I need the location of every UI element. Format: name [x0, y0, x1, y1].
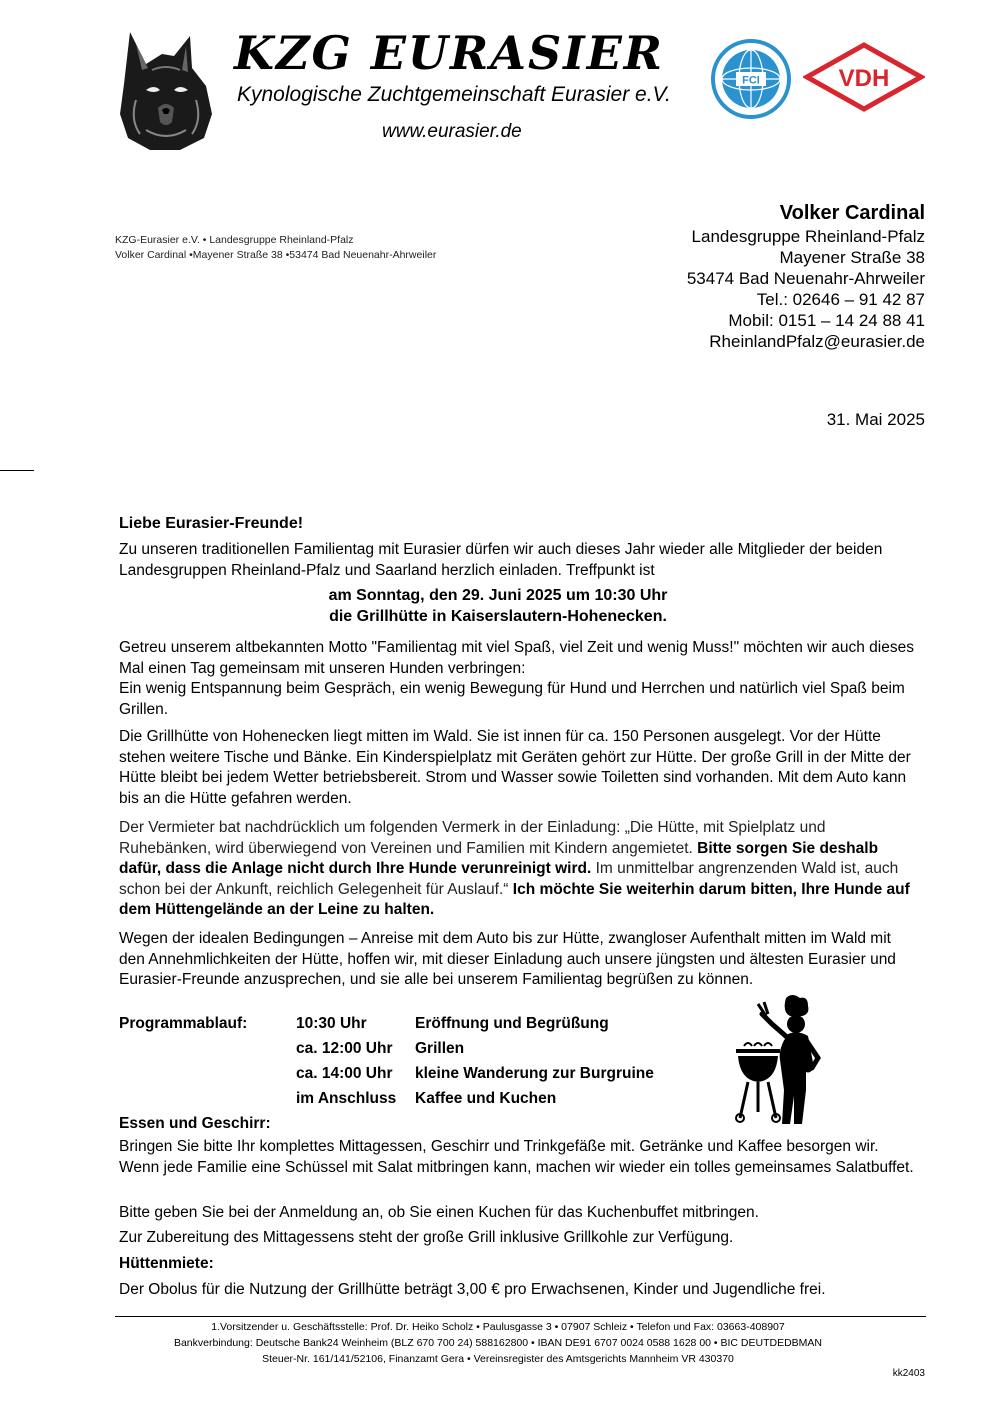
- intro-paragraph: Zu unseren traditionellen Familientag mit Eurasier dürfen wir auch dieses Jahr wieder alle Mitglieder der beiden Landesgruppen Rheinland-Pfalz und Saarland herzlich einladen. Treffpunkt ist: [119, 541, 883, 579]
- hut-paragraph: Die Grillhütte von Hohenecken liegt mitten im Wald. Sie ist innen für ca. 150 Personen ausgelegt. Vor der Hütte stehen weitere Tische und Bänke. Ein Kinderspielplatz mit Geräten gehört zur Hütte. Der große Grill in der Mitte der Hütte bleibt bei jedem Wetter betriebsbereit. Strom und Wasser sowie Toiletten sind vorhanden. Mit dem Auto kann bis an die Hütte gefahren werden.: [119, 728, 911, 807]
- food-heading: Essen und Geschirr:: [119, 1115, 271, 1132]
- footer-line-3: Steuer-Nr. 161/141/52106, Finanzamt Gera • Vereinsregister des Amtsgerichts Mannheim VR 430370: [262, 1353, 734, 1365]
- program-time-1: 10:30 Uhr: [296, 1015, 367, 1032]
- organization-title: KZG EURASIER: [234, 26, 664, 80]
- sender-line-1: KZG-Eurasier e.V. • Landesgruppe Rheinland-Pfalz: [115, 234, 354, 246]
- rent-paragraph: Der Obolus für die Nutzung der Grillhütte beträgt 3,00 € pro Erwachsenen, Kinder und Jugendliche frei.: [119, 1281, 826, 1298]
- motto-paragraph: Getreu unserem altbekannten Motto "Familientag mit viel Spaß, viel Zeit und wenig Muss!" möchten wir auch dieses Mal einen Tag gemeinsam mit unseren Hunden verbringen:: [119, 639, 914, 677]
- dog-head-logo: [116, 30, 216, 152]
- program-item-2: Grillen: [415, 1040, 465, 1057]
- sender-line-2: Volker Cardinal •Mayener Straße 38 •53474 Bad Neuenahr-Ahrweiler: [115, 249, 437, 261]
- contact-mobil: Mobil: 0151 – 14 24 88 41: [728, 311, 925, 330]
- program-time-4: im Anschluss: [296, 1090, 397, 1107]
- conditions-paragraph: Wegen der idealen Bedingungen – Anreise mit dem Auto bis zur Hütte, zwangloser Aufenthalt mitten im Wald mit den Annehmlichkeiten der Hütte, hoffen wir, mit dieser Einladung auch unsere jüngsten und ältesten Eurasier und Eurasier-Freunde anzusprechen, und sie alle bei unserem Familientag begrüßen zu können.: [119, 930, 896, 988]
- rent-heading: Hüttenmiete:: [119, 1255, 214, 1272]
- rules-text-c: Im unmittelbar angrenzenden Wald ist, auch schon bei der Ankunft, reichlich Gelegenheit für Auslauf.“: [119, 860, 899, 898]
- footer-line-1: 1.Vorsitzender u. Geschäftsstelle: Prof. Dr. Heiko Scholz • Paulusgasse 3 • 07907 Schleiz • Telefon und Fax: 03663-408907: [211, 1321, 785, 1333]
- footer-divider: [115, 1316, 926, 1317]
- website-url[interactable]: www.eurasier.de: [382, 121, 522, 142]
- rules-text-d: Ich möchte Sie weiterhin darum bitten, Ihre Hunde auf dem Hüttengelände an der Leine zu halten.: [119, 880, 910, 918]
- contact-tel: Tel.: 02646 – 91 42 87: [756, 290, 925, 309]
- program-item-1: Eröffnung und Begrüßung: [415, 1015, 609, 1032]
- vdh-logo: [803, 42, 925, 112]
- letter-date: 31. Mai 2025: [826, 410, 925, 429]
- rules-text-a: Der Vermieter bat nachdrücklich um folgenden Vermerk in der Einladung: „Die Hütte, mit Spielplatz und Ruhebänken, wird überwiegend von Vereinen und Familien mit Kindern angemietet.: [119, 819, 826, 857]
- rules-paragraph: [119, 818, 919, 921]
- fci-logo: [710, 38, 792, 120]
- fci-logo-text: FCI: [742, 74, 760, 87]
- event-place: die Grillhütte in Kaiserslautern-Hohenecken.: [329, 608, 667, 625]
- fold-mark: [0, 470, 34, 471]
- organization-subtitle: Kynologische Zuchtgemeinschaft Eurasier e.V.: [237, 83, 671, 106]
- rules-text-b: Bitte sorgen Sie deshalb dafür, dass die Anlage nicht durch Ihre Hunde verunreinigt wird.: [119, 839, 879, 877]
- program-item-3: kleine Wanderung zur Burgruine: [415, 1065, 654, 1082]
- document-code: kk2403: [892, 1368, 925, 1379]
- program-time-2: ca. 12:00 Uhr: [296, 1040, 393, 1057]
- program-label: Programmablauf:: [119, 1015, 248, 1032]
- food-paragraph-1: Bringen Sie bitte Ihr komplettes Mittagessen, Geschirr und Trinkgefäße mit. Getränke und Kaffee besorgen wir. Wenn jede Familie eine Schüssel mit Salat mitbringen kann, machen wir wieder ein tolles gemeinsames Salatbuffet.: [119, 1138, 914, 1176]
- program-item-4: Kaffee und Kuchen: [415, 1090, 557, 1107]
- contact-block: [687, 200, 925, 352]
- food-paragraph-2: Bitte geben Sie bei der Anmeldung an, ob Sie einen Kuchen für das Kuchenbuffet mitbringen.: [119, 1204, 759, 1221]
- contact-city: 53474 Bad Neuenahr-Ahrweiler: [686, 269, 925, 288]
- vdh-logo-text: VDH: [838, 65, 890, 92]
- motto-paragraph-2: Ein wenig Entspannung beim Gespräch, ein wenig Bewegung für Hund und Herrchen und natürlich viel Spaß beim Grillen.: [119, 680, 905, 718]
- contact-street: Mayener Straße 38: [779, 248, 925, 267]
- contact-name: Volker Cardinal: [779, 202, 925, 224]
- grill-chef-illustration: [732, 994, 832, 1126]
- contact-email[interactable]: RheinlandPfalz@eurasier.de: [709, 332, 925, 351]
- event-date: am Sonntag, den 29. Juni 2025 um 10:30 Uhr: [328, 587, 668, 604]
- contact-group: Landesgruppe Rheinland-Pfalz: [691, 227, 925, 246]
- greeting: Liebe Eurasier-Freunde!: [119, 515, 304, 532]
- food-paragraph-3: Zur Zubereitung des Mittagessens steht der große Grill inklusive Grillkohle zur Verfügung.: [119, 1229, 734, 1246]
- program-time-3: ca. 14:00 Uhr: [296, 1065, 393, 1082]
- footer-line-2: Bankverbindung: Deutsche Bank24 Weinheim (BLZ 670 700 24) 588162800 • IBAN DE91 6707 0024 0588 1628 00 • BIC DEUTDEDBMAN: [173, 1337, 823, 1349]
